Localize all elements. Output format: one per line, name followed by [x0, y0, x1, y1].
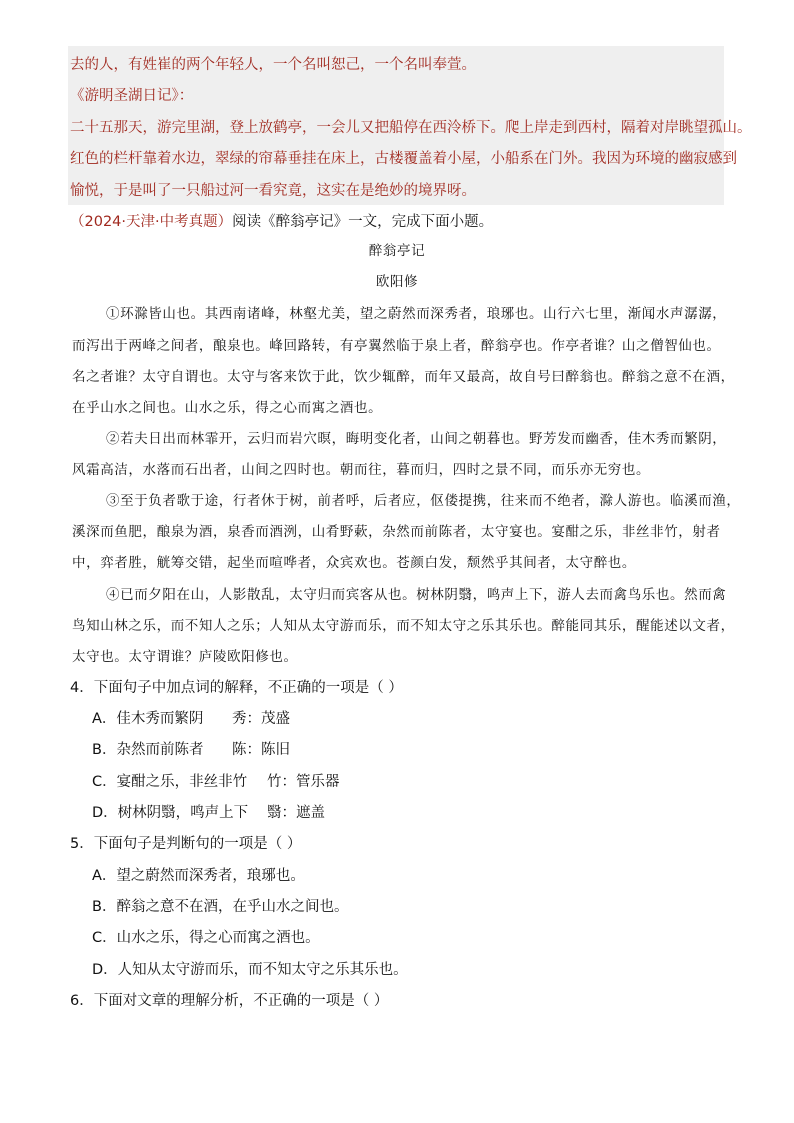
translation-line: 愉悦，于是叫了一只船过河一看究竟，这实在是绝妙的境界呀。: [70, 183, 476, 199]
question-5-option: A．望之蔚然而深秀者，琅琊也。: [92, 868, 305, 884]
question-4-gloss: 秀：茂盛: [232, 711, 290, 727]
question-4-gloss: 陈：陈旧: [232, 742, 290, 758]
passage-line: 中，弈者胜，觥筹交错，起坐而喧哗者，众宾欢也。苍颜白发，颓然乎其间者，太守醉也。: [72, 555, 636, 571]
question-4-option: D．树林阴翳，鸣声上下: [92, 805, 249, 821]
passage-author: 欧阳修: [375, 274, 419, 290]
passage-line: ④已而夕阳在山，人影散乱，太守归而宾客从也。树林阴翳，鸣声上下，游人去而禽鸟乐也。然而禽: [106, 587, 727, 603]
question-6-stem: 6．下面对文章的理解分析，不正确的一项是（ ）: [70, 993, 389, 1009]
question-intro: [70, 212, 493, 232]
translation-line: 去的人，有姓崔的两个年轻人，一个名叫恕己，一个名叫奉萱。: [70, 57, 476, 73]
passage-line: 风霜高洁，水落而石出者，山间之四时也。朝而往，暮而归，四时之景不同，而乐亦无穷也。: [72, 462, 651, 478]
translation-line: 《游明圣湖日记》：: [70, 88, 194, 104]
passage-line: 而泻出于两峰之间者，酿泉也。峰回路转，有亭翼然临于泉上者，醉翁亭也。作亭者谁？山之僧智仙也。: [72, 338, 721, 354]
passage-title: 醉翁亭记: [368, 243, 426, 259]
question-4-stem: 4．下面句子中加点词的解释，不正确的一项是（ ）: [70, 680, 403, 696]
translation-line: 红色的栏杆靠着水边，翠绿的帘幕垂挂在床上，古楼覆盖着小屋，小船系在门外。我因为环境的幽寂感到: [70, 151, 737, 167]
question-4-option: A．佳木秀而繁阴: [92, 711, 204, 727]
translation-line: 二十五那天，游完里湖，登上放鹤亭，一会儿又把船停在西泠桥下。爬上岸走到西村，隔着对岸眺望孤山。: [70, 120, 752, 136]
question-5-option: D．人知从太守游而乐，而不知太守之乐其乐也。: [92, 962, 408, 978]
source-tag: （2024·天津·中考真题）: [70, 214, 233, 230]
passage-line: 鸟知山林之乐，而不知人之乐；人知从太守游而乐，而不知太守之乐其乐也。醉能同其乐，醒能述以文者，: [72, 618, 735, 634]
question-4-gloss: 翳：遮盖: [267, 805, 325, 821]
passage-line: ②若夫日出而林霏开，云归而岩穴暝，晦明变化者，山间之朝暮也。野芳发而幽香，佳木秀而繁阴，: [106, 431, 727, 447]
question-intro-text: 阅读《醉翁亭记》一文，完成下面小题。: [232, 214, 494, 230]
question-4-gloss: 竹：管乐器: [267, 774, 340, 790]
question-4-option: C．宴酣之乐，非丝非竹: [92, 774, 248, 790]
passage-line: 太守也。太守谓谁？庐陵欧阳修也。: [72, 649, 298, 665]
passage-line: 溪深而鱼肥，酿泉为酒，泉香而酒洌，山肴野蔌，杂然而前陈者，太守宴也。宴酣之乐，非丝非竹，射者: [72, 524, 721, 540]
passage-line: ③至于负者歌于途，行者休于树，前者呼，后者应，伛偻提携，往来而不绝者，滁人游也。临溪而渔，: [106, 493, 741, 509]
question-5-option: C．山水之乐，得之心而寓之酒也。: [92, 930, 320, 946]
question-5-stem: 5．下面句子是判断句的一项是（ ）: [70, 836, 302, 852]
passage-line: 在乎山水之间也。山水之乐，得之心而寓之酒也。: [72, 400, 383, 416]
passage-line: 名之者谁？太守自谓也。太守与客来饮于此，饮少辄醉，而年又最高，故自号曰醉翁也。醉翁之意不在酒，: [72, 369, 735, 385]
question-5-option: B．醉翁之意不在酒，在乎山水之间也。: [92, 899, 349, 915]
question-4-option: B．杂然而前陈者: [92, 742, 204, 758]
passage-line: ①环滁皆山也。其西南诸峰，林壑尤美，望之蔚然而深秀者，琅琊也。山行六七里，渐闻水声潺潺，: [106, 306, 727, 322]
